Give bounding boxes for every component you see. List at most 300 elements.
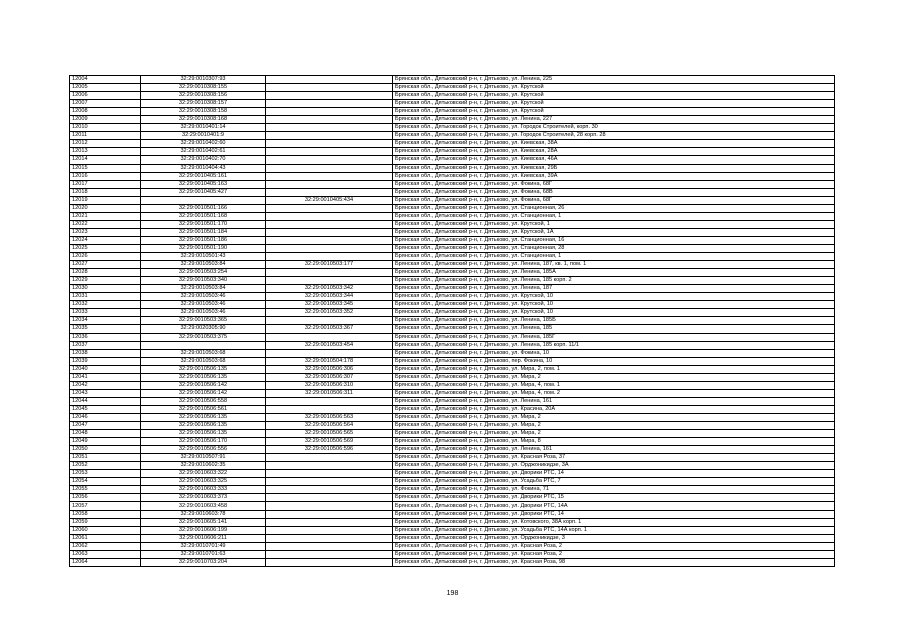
table-row bbox=[70, 236, 835, 244]
object-cadastral-number-cell: 32:29:0010503:177 bbox=[266, 261, 393, 269]
row-number-cell: 12023 bbox=[70, 228, 141, 236]
object-cadastral-number-cell: 32:29:0010506:596 bbox=[266, 446, 393, 454]
address-cell: Брянская обл., Дятьковский р-н, г. Дятьково, ул. Ленина, 161 bbox=[393, 397, 835, 405]
row-number-cell: 12026 bbox=[70, 253, 141, 261]
address-cell: Брянская обл., Дятьковский р-н, г. Дятьково, ул. Ленина, 185Г bbox=[393, 333, 835, 341]
object-cadastral-number-cell bbox=[266, 349, 393, 357]
address-cell: Брянская обл., Дятьковский р-н, г. Дятьково, ул. Фокина, 68Г bbox=[393, 196, 835, 204]
row-number-cell: 12014 bbox=[70, 156, 141, 164]
object-cadastral-number-cell bbox=[266, 558, 393, 566]
row-number-cell: 12045 bbox=[70, 405, 141, 413]
cadastral-number-cell: 32:29:0010603:78 bbox=[141, 510, 266, 518]
object-cadastral-number-cell bbox=[266, 502, 393, 510]
table-row bbox=[70, 164, 835, 172]
table-row bbox=[70, 76, 835, 84]
table-row bbox=[70, 430, 835, 438]
address-cell: Брянская обл., Дятьковский р-н, г. Дятьково, ул. Дворики РТС, 14А bbox=[393, 502, 835, 510]
object-cadastral-number-cell: 32:29:0010503:352 bbox=[266, 309, 393, 317]
row-number-cell: 12051 bbox=[70, 454, 141, 462]
row-number-cell: 12024 bbox=[70, 236, 141, 244]
page-number: 198 bbox=[446, 590, 459, 597]
address-cell: Брянская обл., Дятьковский р-н, г. Дятьково, ул. Крутской bbox=[393, 84, 835, 92]
cadastral-number-cell: 32:29:0010307:93 bbox=[141, 76, 266, 84]
address-cell: Брянская обл., Дятьковский р-н, г. Дятьково, ул. Орджоникидзе, 3А bbox=[393, 462, 835, 470]
cadastral-number-cell: 32:29:0010703:204 bbox=[141, 558, 266, 566]
table-row bbox=[70, 220, 835, 228]
row-number-cell: 12025 bbox=[70, 244, 141, 252]
cadastral-table bbox=[69, 75, 835, 567]
table-row bbox=[70, 526, 835, 534]
address-cell: Брянская обл., Дятьковский р-н, г. Дятьково, ул. Красная Роза, 2 bbox=[393, 542, 835, 550]
address-cell: Брянская обл., Дятьковский р-н, г. Дятьково, ул. Станционная, 28 bbox=[393, 244, 835, 252]
cadastral-number-cell: 32:29:0010308:156 bbox=[141, 92, 266, 100]
cadastral-number-cell: 32:29:0010503:68 bbox=[141, 357, 266, 365]
cadastral-number-cell: 32:29:0010506:135 bbox=[141, 422, 266, 430]
table-row bbox=[70, 212, 835, 220]
object-cadastral-number-cell: 32:29:0010503:367 bbox=[266, 325, 393, 333]
object-cadastral-number-cell bbox=[266, 470, 393, 478]
cadastral-number-cell: 32:29:0010606:199 bbox=[141, 526, 266, 534]
table-row bbox=[70, 228, 835, 236]
row-number-cell: 12030 bbox=[70, 285, 141, 293]
table-row bbox=[70, 132, 835, 140]
address-cell: Брянская обл., Дятьковский р-н, г. Дятьково, ул. Дворики РТС, 14 bbox=[393, 510, 835, 518]
table-row bbox=[70, 478, 835, 486]
address-cell: Брянская обл., Дятьковский р-н, г. Дятьково, ул. Орджоникидзе, 3 bbox=[393, 534, 835, 542]
address-cell: Брянская обл., Дятьковский р-н, г. Дятьково, ул. Ленина, 187 bbox=[393, 285, 835, 293]
table-row bbox=[70, 309, 835, 317]
table-row bbox=[70, 542, 835, 550]
object-cadastral-number-cell bbox=[266, 84, 393, 92]
table-row bbox=[70, 84, 835, 92]
row-number-cell: 12017 bbox=[70, 180, 141, 188]
row-number-cell: 12016 bbox=[70, 172, 141, 180]
row-number-cell: 12058 bbox=[70, 510, 141, 518]
row-number-cell: 12021 bbox=[70, 212, 141, 220]
cadastral-number-cell: 32:29:0010401:9 bbox=[141, 132, 266, 140]
row-number-cell: 12043 bbox=[70, 389, 141, 397]
address-cell: Брянская обл., Дятьковский р-н, г. Дятьково, ул. Мира, 2 bbox=[393, 422, 835, 430]
address-cell: Брянская обл., Дятьковский р-н, г. Дятьково, ул. Киевская, 39А bbox=[393, 172, 835, 180]
cadastral-number-cell: 32:29:0010503:254 bbox=[141, 269, 266, 277]
document-page bbox=[69, 75, 835, 567]
cadastral-number-cell: 32:29:0010402:61 bbox=[141, 148, 266, 156]
cadastral-number-cell: 32:29:0010701:49 bbox=[141, 542, 266, 550]
address-cell: Брянская обл., Дятьковский р-н, г. Дятьково, ул. Красная Роза, 98 bbox=[393, 558, 835, 566]
row-number-cell: 12040 bbox=[70, 365, 141, 373]
object-cadastral-number-cell bbox=[266, 164, 393, 172]
object-cadastral-number-cell bbox=[266, 172, 393, 180]
row-number-cell: 12061 bbox=[70, 534, 141, 542]
object-cadastral-number-cell bbox=[266, 478, 393, 486]
object-cadastral-number-cell bbox=[266, 518, 393, 526]
row-number-cell: 12029 bbox=[70, 277, 141, 285]
object-cadastral-number-cell: 32:29:0010503:344 bbox=[266, 293, 393, 301]
table-row bbox=[70, 269, 835, 277]
address-cell: Брянская обл., Дятьковский р-н, г. Дятьково, ул. Мира, 8 bbox=[393, 438, 835, 446]
row-number-cell: 12046 bbox=[70, 413, 141, 421]
cadastral-number-cell: 32:29:0010501:43 bbox=[141, 253, 266, 261]
cadastral-number-cell: 32:29:0010503:84 bbox=[141, 261, 266, 269]
table-row bbox=[70, 502, 835, 510]
object-cadastral-number-cell bbox=[266, 180, 393, 188]
object-cadastral-number-cell bbox=[266, 462, 393, 470]
address-cell: Брянская обл., Дятьковский р-н, г. Дятьково, ул. Дворики РТС, 15 bbox=[393, 494, 835, 502]
cadastral-number-cell: 32:29:0010506:558 bbox=[141, 397, 266, 405]
cadastral-number-cell bbox=[141, 196, 266, 204]
cadastral-number-cell: 32:29:0010501:190 bbox=[141, 244, 266, 252]
object-cadastral-number-cell bbox=[266, 534, 393, 542]
cadastral-number-cell: 32:29:0010405:161 bbox=[141, 172, 266, 180]
table-row bbox=[70, 244, 835, 252]
object-cadastral-number-cell: 32:29:0010506:306 bbox=[266, 365, 393, 373]
table-row bbox=[70, 389, 835, 397]
row-number-cell: 12053 bbox=[70, 470, 141, 478]
object-cadastral-number-cell: 32:29:0010503:345 bbox=[266, 301, 393, 309]
row-number-cell: 12044 bbox=[70, 397, 141, 405]
cadastral-number-cell: 32:29:0010308:168 bbox=[141, 116, 266, 124]
object-cadastral-number-cell: 32:29:0010506:307 bbox=[266, 373, 393, 381]
object-cadastral-number-cell: 32:29:0010506:564 bbox=[266, 422, 393, 430]
table-row bbox=[70, 100, 835, 108]
address-cell: Брянская обл., Дятьковский р-н, г. Дятьково, ул. Крутской, 10 bbox=[393, 309, 835, 317]
table-row bbox=[70, 293, 835, 301]
table-row bbox=[70, 180, 835, 188]
cadastral-number-cell: 32:29:0010701:63 bbox=[141, 550, 266, 558]
table-row bbox=[70, 156, 835, 164]
table-row bbox=[70, 325, 835, 333]
cadastral-number-cell: 32:29:0010503:46 bbox=[141, 309, 266, 317]
cadastral-number-cell: 32:29:0010603:373 bbox=[141, 494, 266, 502]
address-cell: Брянская обл., Дятьковский р-н, г. Дятьково, ул. Крутской bbox=[393, 108, 835, 116]
table-row bbox=[70, 204, 835, 212]
cadastral-number-cell: 32:29:0010405:427 bbox=[141, 188, 266, 196]
address-cell: Брянская обл., Дятьковский р-н, г. Дятьково, ул. Ленина, 187, кв. 1, пом. 1 bbox=[393, 261, 835, 269]
row-number-cell: 12007 bbox=[70, 100, 141, 108]
object-cadastral-number-cell: 32:29:0010503:454 bbox=[266, 341, 393, 349]
row-number-cell: 12035 bbox=[70, 325, 141, 333]
cadastral-number-cell: 32:29:0010605:141 bbox=[141, 518, 266, 526]
cadastral-number-cell: 32:29:0010506:142 bbox=[141, 389, 266, 397]
row-number-cell: 12038 bbox=[70, 349, 141, 357]
table-row bbox=[70, 196, 835, 204]
object-cadastral-number-cell bbox=[266, 92, 393, 100]
cadastral-number-cell: 32:29:0010603:458 bbox=[141, 502, 266, 510]
row-number-cell: 12034 bbox=[70, 317, 141, 325]
row-number-cell: 12006 bbox=[70, 92, 141, 100]
address-cell: Брянская обл., Дятьковский р-н, г. Дятьково, ул. Городок Строителей, 28 корп. 28 bbox=[393, 132, 835, 140]
address-cell: Брянская обл., Дятьковский р-н, г. Дятьково, ул. Крутской bbox=[393, 92, 835, 100]
table-row bbox=[70, 341, 835, 349]
address-cell: Брянская обл., Дятьковский р-н, г. Дятьково, ул. Мира, 4, пом. 2 bbox=[393, 389, 835, 397]
object-cadastral-number-cell bbox=[266, 486, 393, 494]
row-number-cell: 12010 bbox=[70, 124, 141, 132]
object-cadastral-number-cell bbox=[266, 550, 393, 558]
object-cadastral-number-cell bbox=[266, 269, 393, 277]
address-cell: Брянская обл., Дятьковский р-н, г. Дятьково, ул. Мира, 2 bbox=[393, 373, 835, 381]
address-cell: Брянская обл., Дятьковский р-н, г. Дятьково, ул. Фокина, 68Г bbox=[393, 180, 835, 188]
address-cell: Брянская обл., Дятьковский р-н, г. Дятьково, ул. Красная Роза, 37 bbox=[393, 454, 835, 462]
row-number-cell: 12020 bbox=[70, 204, 141, 212]
address-cell: Брянская обл., Дятьковский р-н, г. Дятьково, ул. Фокина, 68В bbox=[393, 188, 835, 196]
object-cadastral-number-cell bbox=[266, 317, 393, 325]
row-number-cell: 12063 bbox=[70, 550, 141, 558]
address-cell: Брянская обл., Дятьковский р-н, г. Дятьково, ул. Ленина, 185А bbox=[393, 269, 835, 277]
cadastral-number-cell: 32:29:0010402:60 bbox=[141, 140, 266, 148]
object-cadastral-number-cell bbox=[266, 494, 393, 502]
address-cell: Брянская обл., Дятьковский р-н, г. Дятьково, ул. Усадьба РТС, 7 bbox=[393, 478, 835, 486]
address-cell: Брянская обл., Дятьковский р-н, г. Дятьково, ул. Станционная, 16 bbox=[393, 236, 835, 244]
cadastral-number-cell: 32:29:0010401:14 bbox=[141, 124, 266, 132]
cadastral-number-cell: 32:29:0010404:43 bbox=[141, 164, 266, 172]
object-cadastral-number-cell bbox=[266, 253, 393, 261]
table-row bbox=[70, 373, 835, 381]
row-number-cell: 12054 bbox=[70, 478, 141, 486]
table-row bbox=[70, 140, 835, 148]
address-cell: Брянская обл., Дятьковский р-н, г. Дятьково, ул. Крутской, 10 bbox=[393, 301, 835, 309]
address-cell: Брянская обл., Дятьковский р-н, г. Дятьково, ул. Ленина, 161 bbox=[393, 446, 835, 454]
table-row bbox=[70, 534, 835, 542]
row-number-cell: 12050 bbox=[70, 446, 141, 454]
cadastral-number-cell: 32:29:0010503:46 bbox=[141, 293, 266, 301]
table-row bbox=[70, 108, 835, 116]
address-cell: Брянская обл., Дятьковский р-н, г. Дятьково, ул. Крутской, 10 bbox=[393, 293, 835, 301]
address-cell: Брянская обл., Дятьковский р-н, г. Дятьково, ул. Ленина, 185 bbox=[393, 325, 835, 333]
object-cadastral-number-cell bbox=[266, 140, 393, 148]
address-cell: Брянская обл., Дятьковский р-н, г. Дятьково, ул. Мира, 4, пом. 1 bbox=[393, 381, 835, 389]
object-cadastral-number-cell bbox=[266, 454, 393, 462]
cadastral-number-cell: 32:29:0010503:375 bbox=[141, 333, 266, 341]
table-row bbox=[70, 518, 835, 526]
table-row bbox=[70, 381, 835, 389]
table-row bbox=[70, 188, 835, 196]
address-cell: Брянская обл., Дятьковский р-н, г. Дятьково, ул. Крутской bbox=[393, 100, 835, 108]
address-cell: Брянская обл., Дятьковский р-н, г. Дятьково, ул. Крутской, 1А bbox=[393, 228, 835, 236]
object-cadastral-number-cell bbox=[266, 228, 393, 236]
cadastral-number-cell: 32:29:0010506:135 bbox=[141, 365, 266, 373]
row-number-cell: 12018 bbox=[70, 188, 141, 196]
object-cadastral-number-cell: 32:29:0010506:310 bbox=[266, 381, 393, 389]
row-number-cell: 12060 bbox=[70, 526, 141, 534]
cadastral-number-cell: 32:29:0010501:168 bbox=[141, 212, 266, 220]
cadastral-number-cell: 32:29:0010503:340 bbox=[141, 277, 266, 285]
row-number-cell: 12004 bbox=[70, 76, 141, 84]
object-cadastral-number-cell bbox=[266, 542, 393, 550]
object-cadastral-number-cell bbox=[266, 76, 393, 84]
address-cell: Брянская обл., Дятьковский р-н, г. Дятьково, ул. Усадьба РТС, 14А корп. 1 bbox=[393, 526, 835, 534]
row-number-cell: 12033 bbox=[70, 309, 141, 317]
object-cadastral-number-cell: 32:29:0010506:569 bbox=[266, 438, 393, 446]
table-row bbox=[70, 333, 835, 341]
row-number-cell: 12009 bbox=[70, 116, 141, 124]
cadastral-number-cell: 32:29:0010501:186 bbox=[141, 236, 266, 244]
row-number-cell: 12039 bbox=[70, 357, 141, 365]
table-row bbox=[70, 486, 835, 494]
object-cadastral-number-cell bbox=[266, 244, 393, 252]
address-cell: Брянская обл., Дятьковский р-н, г. Дятьково, ул. Котовского, 38А корп. 1 bbox=[393, 518, 835, 526]
row-number-cell: 12008 bbox=[70, 108, 141, 116]
cadastral-number-cell: 32:29:0010308:157 bbox=[141, 100, 266, 108]
cadastral-number-cell: 32:29:0010606:211 bbox=[141, 534, 266, 542]
row-number-cell: 12036 bbox=[70, 333, 141, 341]
row-number-cell: 12037 bbox=[70, 341, 141, 349]
cadastral-number-cell: 32:29:0010405:163 bbox=[141, 180, 266, 188]
row-number-cell: 12042 bbox=[70, 381, 141, 389]
address-cell: Брянская обл., Дятьковский р-н, г. Дятьково, ул. Фокина, 10 bbox=[393, 349, 835, 357]
cadastral-number-cell: 32:29:0010501:170 bbox=[141, 220, 266, 228]
row-number-cell: 12012 bbox=[70, 140, 141, 148]
object-cadastral-number-cell bbox=[266, 526, 393, 534]
address-cell: Брянская обл., Дятьковский р-н, г. Дятьково, ул. Дворики РТС, 14 bbox=[393, 470, 835, 478]
address-cell: Брянская обл., Дятьковский р-н, г. Дятьково, ул. Киевская, 46А bbox=[393, 156, 835, 164]
address-cell: Брянская обл., Дятьковский р-н, г. Дятьково, ул. Станционная, 1 bbox=[393, 253, 835, 261]
row-number-cell: 12013 bbox=[70, 148, 141, 156]
row-number-cell: 12064 bbox=[70, 558, 141, 566]
cadastral-number-cell: 32:29:0010503:68 bbox=[141, 349, 266, 357]
row-number-cell: 12015 bbox=[70, 164, 141, 172]
object-cadastral-number-cell: 32:29:0010503:342 bbox=[266, 285, 393, 293]
table-row bbox=[70, 510, 835, 518]
table-row bbox=[70, 148, 835, 156]
row-number-cell: 12032 bbox=[70, 301, 141, 309]
cadastral-number-cell bbox=[141, 341, 266, 349]
table-row bbox=[70, 470, 835, 478]
row-number-cell: 12048 bbox=[70, 430, 141, 438]
table-row bbox=[70, 365, 835, 373]
cadastral-number-cell: 32:29:0010507:91 bbox=[141, 454, 266, 462]
object-cadastral-number-cell bbox=[266, 148, 393, 156]
cadastral-number-cell: 32:29:0010308:158 bbox=[141, 108, 266, 116]
object-cadastral-number-cell bbox=[266, 333, 393, 341]
table-row bbox=[70, 558, 835, 566]
cadastral-number-cell: 32:29:0010506:142 bbox=[141, 381, 266, 389]
address-cell: Брянская обл., Дятьковский р-н, г. Дятьково, ул. Крутской, 1 bbox=[393, 220, 835, 228]
address-cell: Брянская обл., Дятьковский р-н, г. Дятьково, ул. Красная Роза, 2 bbox=[393, 550, 835, 558]
cadastral-number-cell: 32:29:0010602:35 bbox=[141, 462, 266, 470]
object-cadastral-number-cell: 32:29:0010405:434 bbox=[266, 196, 393, 204]
object-cadastral-number-cell: 32:29:0010506:563 bbox=[266, 413, 393, 421]
object-cadastral-number-cell bbox=[266, 236, 393, 244]
table-row bbox=[70, 422, 835, 430]
cadastral-number-cell: 32:29:0020305:90 bbox=[141, 325, 266, 333]
object-cadastral-number-cell bbox=[266, 277, 393, 285]
table-row bbox=[70, 462, 835, 470]
row-number-cell: 12041 bbox=[70, 373, 141, 381]
row-number-cell: 12019 bbox=[70, 196, 141, 204]
object-cadastral-number-cell bbox=[266, 397, 393, 405]
table-row bbox=[70, 413, 835, 421]
row-number-cell: 12022 bbox=[70, 220, 141, 228]
address-cell: Брянская обл., Дятьковский р-н, г. Дятьково, ул. Мира, 2 bbox=[393, 413, 835, 421]
cadastral-number-cell: 32:29:0010506:135 bbox=[141, 373, 266, 381]
object-cadastral-number-cell bbox=[266, 116, 393, 124]
table-row bbox=[70, 397, 835, 405]
row-number-cell: 12005 bbox=[70, 84, 141, 92]
object-cadastral-number-cell bbox=[266, 212, 393, 220]
cadastral-number-cell: 32:29:0010503:46 bbox=[141, 301, 266, 309]
table-row bbox=[70, 317, 835, 325]
address-cell: Брянская обл., Дятьковский р-н, г. Дятьково, ул. Ленина, 185Б bbox=[393, 317, 835, 325]
table-row bbox=[70, 261, 835, 269]
table-row bbox=[70, 550, 835, 558]
row-number-cell: 12052 bbox=[70, 462, 141, 470]
address-cell: Брянская обл., Дятьковский р-н, г. Дятьково, ул. Мира, 2, пом. 1 bbox=[393, 365, 835, 373]
table-row bbox=[70, 301, 835, 309]
table-row bbox=[70, 494, 835, 502]
table-row bbox=[70, 124, 835, 132]
cadastral-number-cell: 32:29:0010506:561 bbox=[141, 405, 266, 413]
address-cell: Брянская обл., Дятьковский р-н, г. Дятьково, ул. Красина, 20А bbox=[393, 405, 835, 413]
table-row bbox=[70, 446, 835, 454]
address-cell: Брянская обл., Дятьковский р-н, г. Дятьково, ул. Киевская, 28А bbox=[393, 148, 835, 156]
table-row bbox=[70, 438, 835, 446]
object-cadastral-number-cell: 32:29:0010506:311 bbox=[266, 389, 393, 397]
row-number-cell: 12055 bbox=[70, 486, 141, 494]
address-cell: Брянская обл., Дятьковский р-н, г. Дятьково, ул. Ленина, 185 корп. 11/1 bbox=[393, 341, 835, 349]
table-row bbox=[70, 116, 835, 124]
table-row bbox=[70, 277, 835, 285]
object-cadastral-number-cell bbox=[266, 108, 393, 116]
table-row bbox=[70, 172, 835, 180]
address-cell: Брянская обл., Дятьковский р-н, г. Дятьково, ул. Мира, 2 bbox=[393, 430, 835, 438]
address-cell: Брянская обл., Дятьковский р-н, г. Дятьково, ул. Ленина, 225 bbox=[393, 76, 835, 84]
object-cadastral-number-cell bbox=[266, 188, 393, 196]
object-cadastral-number-cell bbox=[266, 156, 393, 164]
row-number-cell: 12057 bbox=[70, 502, 141, 510]
object-cadastral-number-cell bbox=[266, 510, 393, 518]
cadastral-number-cell: 32:29:0010506:170 bbox=[141, 438, 266, 446]
row-number-cell: 12047 bbox=[70, 422, 141, 430]
cadastral-number-cell: 32:29:0010503:365 bbox=[141, 317, 266, 325]
address-cell: Брянская обл., Дятьковский р-н, г. Дятьково, ул. Городок Строителей, корп. 30 bbox=[393, 124, 835, 132]
row-number-cell: 12031 bbox=[70, 293, 141, 301]
cadastral-number-cell: 32:29:0010506:135 bbox=[141, 413, 266, 421]
cadastral-number-cell: 32:29:0010506:135 bbox=[141, 430, 266, 438]
address-cell: Брянская обл., Дятьковский р-н, г. Дятьково, ул. Киевская, 38А bbox=[393, 140, 835, 148]
table-row bbox=[70, 357, 835, 365]
address-cell: Брянская обл., Дятьковский р-н, г. Дятьково, ул. Фокина, 71 bbox=[393, 486, 835, 494]
table-row bbox=[70, 454, 835, 462]
object-cadastral-number-cell bbox=[266, 204, 393, 212]
object-cadastral-number-cell bbox=[266, 132, 393, 140]
row-number-cell: 12028 bbox=[70, 269, 141, 277]
table-row bbox=[70, 349, 835, 357]
row-number-cell: 12062 bbox=[70, 542, 141, 550]
cadastral-number-cell: 32:29:0010603:322 bbox=[141, 470, 266, 478]
row-number-cell: 12049 bbox=[70, 438, 141, 446]
cadastral-number-cell: 32:29:0010506:556 bbox=[141, 446, 266, 454]
cadastral-number-cell: 32:29:0010402:70 bbox=[141, 156, 266, 164]
row-number-cell: 12011 bbox=[70, 132, 141, 140]
table-row bbox=[70, 253, 835, 261]
cadastral-number-cell: 32:29:0010501:184 bbox=[141, 228, 266, 236]
object-cadastral-number-cell: 32:29:0010506:565 bbox=[266, 430, 393, 438]
row-number-cell: 12059 bbox=[70, 518, 141, 526]
object-cadastral-number-cell bbox=[266, 124, 393, 132]
cadastral-number-cell: 32:29:0010603:333 bbox=[141, 486, 266, 494]
row-number-cell: 12027 bbox=[70, 261, 141, 269]
table-row bbox=[70, 92, 835, 100]
object-cadastral-number-cell: 32:29:0010504:178 bbox=[266, 357, 393, 365]
address-cell: Брянская обл., Дятьковский р-н, г. Дятьково, ул. Ленина, 185 корп. 2 bbox=[393, 277, 835, 285]
cadastral-number-cell: 32:29:0010503:84 bbox=[141, 285, 266, 293]
row-number-cell: 12056 bbox=[70, 494, 141, 502]
address-cell: Брянская обл., Дятьковский р-н, г. Дятьково, ул. Станционная, 1 bbox=[393, 212, 835, 220]
object-cadastral-number-cell bbox=[266, 405, 393, 413]
address-cell: Брянская обл., Дятьковский р-н, г. Дятьково, ул. Киевская, 29Б bbox=[393, 164, 835, 172]
table-body bbox=[70, 76, 835, 567]
cadastral-number-cell: 32:29:0010603:325 bbox=[141, 478, 266, 486]
